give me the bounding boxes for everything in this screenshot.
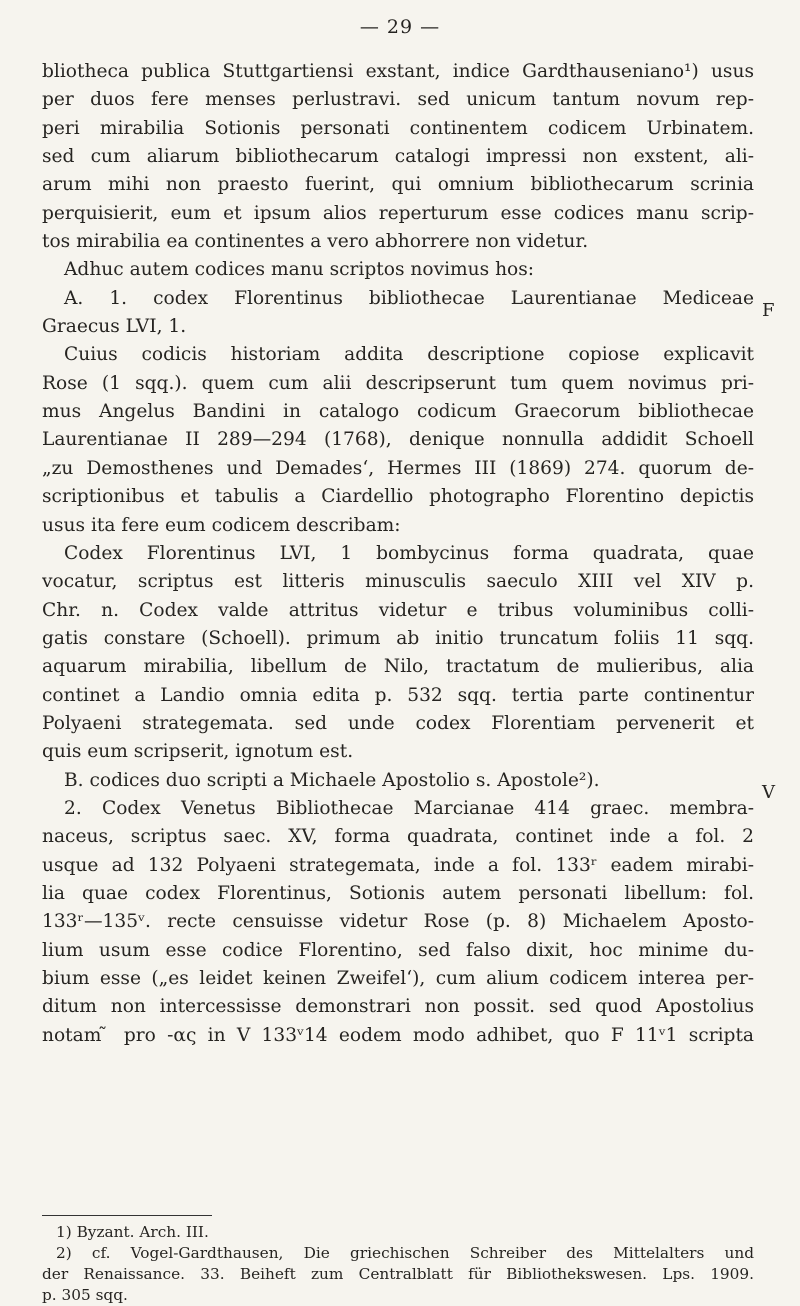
text-line: Adhuc autem codices manu scriptos novimus hos: (64, 259, 535, 281)
text-line: A. 1. codex Florentinus bibliothecae Laurentianae Mediceae (64, 287, 754, 309)
text-line: per duos fere menses perlustravi. sed unicum tantum novum rep- (42, 89, 754, 111)
text-line: lium usum esse codice Florentino, sed falso dixit, hoc minime du- (42, 939, 754, 961)
text-line: continet a Landio omnia edita p. 532 sqq. tertia parte continentur (42, 684, 754, 706)
text-line: peri mirabilia Sotionis personati continentem codicem Urbinatem. (42, 117, 754, 139)
text-line: quis eum scripserit, ignotum est. (42, 741, 354, 763)
margin-letter-v: V (762, 782, 775, 803)
page-number: — 29 — (359, 16, 441, 38)
text-line: aquarum mirabilia, libellum de Nilo, tractatum de mulieribus, alia (42, 656, 754, 678)
text-line: sed cum aliarum bibliothecarum catalogi impressi non exstent, ali- (42, 146, 754, 168)
text-line: notam ̃ pro -ας in V 133ᵛ14 eodem modo adhibet, quo F 11ᵛ1 scripta (42, 1024, 754, 1046)
footnote: 2) cf. Vogel-Gardthausen, Die griechischen Schreiber des Mittelalters und (56, 1244, 754, 1262)
text-line: Rose (1 sqq.). quem cum alii descripserunt tum quem novimus pri- (42, 372, 754, 394)
text-line: ditum non intercessisse demonstrari non possit. sed quod Apostolius (42, 996, 754, 1018)
text-line: arum mihi non praesto fuerint, qui omnium bibliothecarum scrinia (42, 174, 754, 196)
text-line: Laurentianae II 289—294 (1768), denique nonnulla addidit Schoell (42, 429, 754, 451)
text-line: B. codices duo scripti a Michaele Apostolio s. Apostole²). (64, 769, 600, 791)
footnote: p. 305 sqq. (42, 1286, 128, 1304)
text-line: „zu Demosthenes und Demades‘, Hermes III (1869) 274. quorum de- (42, 457, 754, 479)
text-line: bliotheca publica Stuttgartiensi exstant, indice Gardthauseniano¹) usus (42, 61, 754, 82)
text-line: usus ita fere eum codicem describam: (42, 514, 401, 536)
text-line: perquisierit, eum et ipsum alios reperturum esse codices manu scrip- (42, 202, 754, 224)
text-line: 133ʳ—135ᵛ. recte censuisse videtur Rose (p. 8) Michaelem Aposto- (42, 911, 754, 933)
text-line: usque ad 132 Polyaeni strategemata, inde a fol. 133ʳ eadem mirabi- (42, 854, 754, 876)
footnote-rule (42, 1215, 212, 1216)
footnote: 1) Byzant. Arch. III. (56, 1223, 209, 1241)
margin-letter-f: F (762, 300, 775, 321)
text-line: vocatur, scriptus est litteris minusculis saeculo XIII vel XIV p. (42, 571, 754, 593)
text-line: Cuius codicis historiam addita descriptione copiose explicavit (64, 344, 754, 366)
text-line: Graecus LVI, 1. (42, 316, 187, 338)
main-text (42, 58, 754, 1050)
text-line: gatis constare (Schoell). primum ab initio truncatum foliis 11 sqq. (42, 627, 754, 649)
text-line: Codex Florentinus LVI, 1 bombycinus forma quadrata, quae (64, 542, 754, 564)
text-line: scriptionibus et tabulis a Ciardellio photographo Florentino depictis (42, 486, 754, 508)
text-line: lia quae codex Florentinus, Sotionis autem personati libellum: fol. (42, 882, 754, 904)
text-line: bium esse („es leidet keinen Zweifel‘), cum alium codicem interea per- (42, 968, 754, 989)
text-line: Chr. n. Codex valde attritus videtur e tribus voluminibus colli- (42, 599, 754, 621)
text-line: mus Angelus Bandini in catalogo codicum Graecorum bibliothecae (42, 401, 754, 423)
text-line: tos mirabilia ea continentes a vero abhorrere non videtur. (42, 231, 589, 253)
text-line: naceus, scriptus saec. XV, forma quadrata, continet inde a fol. 2 (42, 826, 754, 848)
text-line: Polyaeni strategemata. sed unde codex Florentiam pervenerit et (42, 712, 754, 734)
footnote: der Renaissance. 33. Beiheft zum Centralblatt für Bibliothekswesen. Lps. 1909. (42, 1265, 754, 1283)
text-line: 2. Codex Venetus Bibliothecae Marcianae 414 graec. membra- (64, 797, 754, 819)
footnotes (42, 1222, 754, 1306)
